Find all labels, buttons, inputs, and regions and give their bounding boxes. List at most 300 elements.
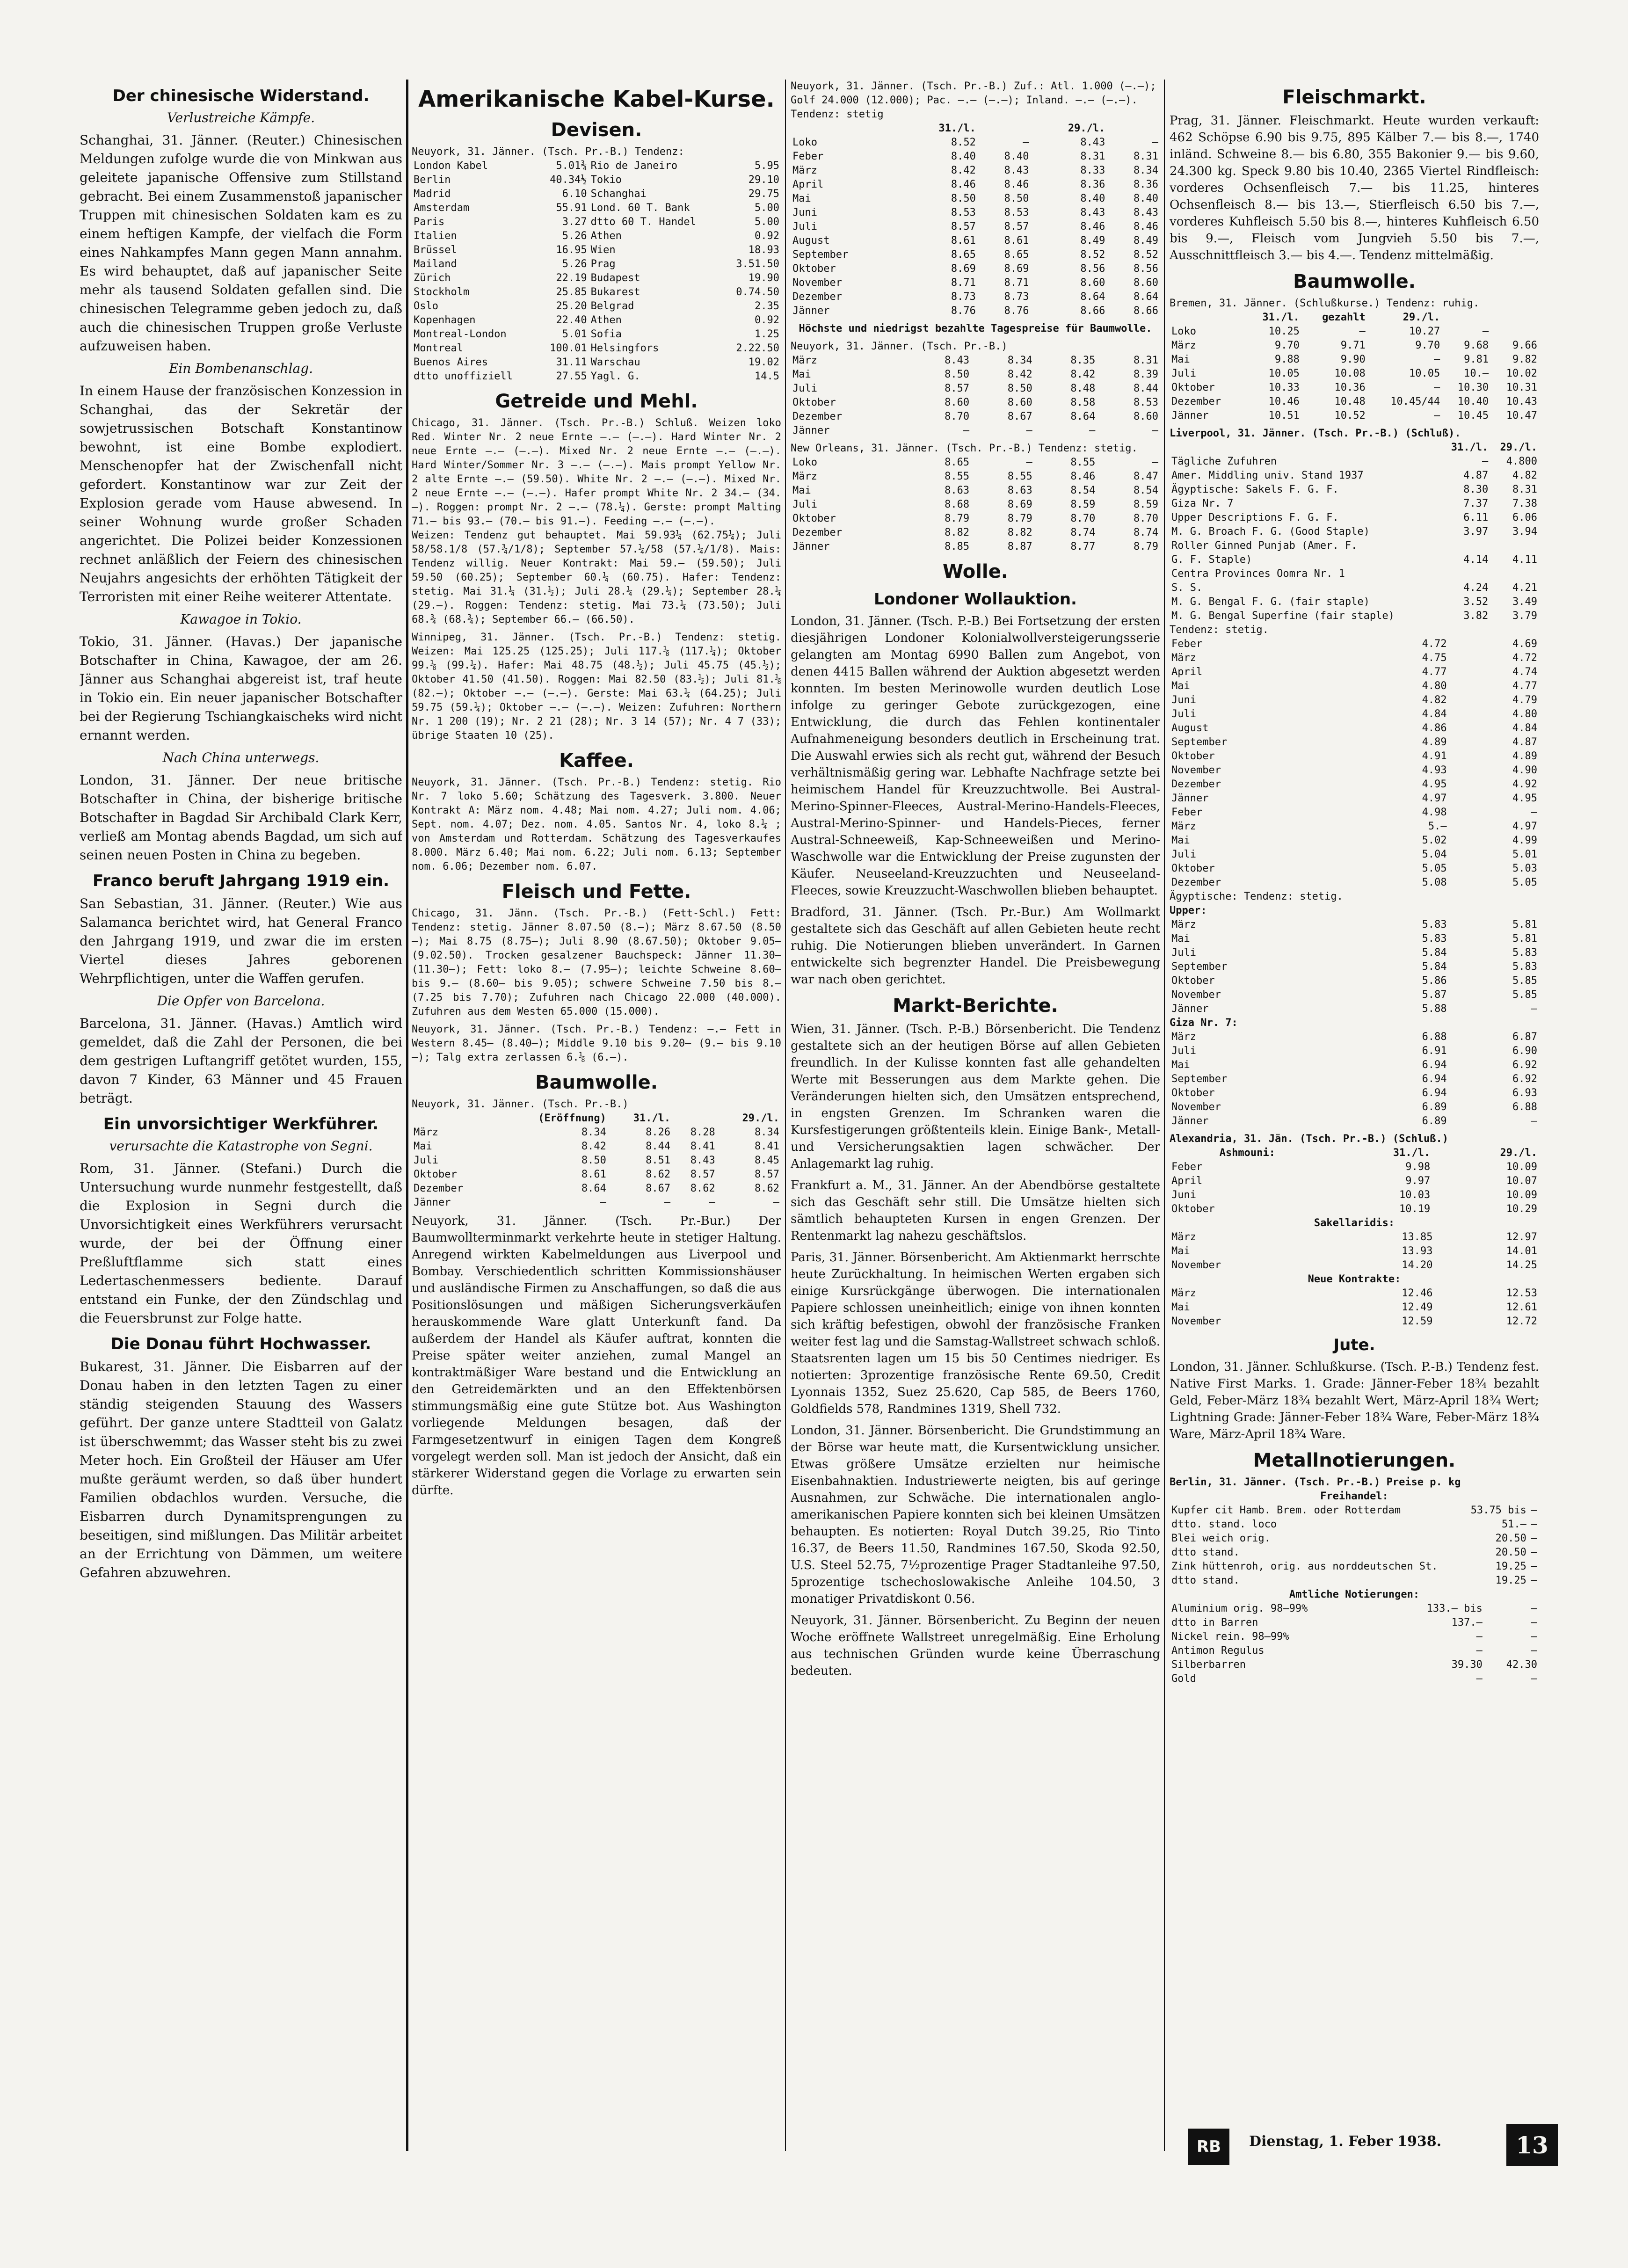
table-cell: Jänner [792,541,830,552]
table-row [791,456,1160,470]
table-cell: Dezember [792,411,842,422]
table-cell: Madrid [414,188,451,200]
table-cell: M. G. Broach F. G. (Good Staple) [1171,526,1370,538]
table-row [791,540,1160,554]
table-row [1170,918,1539,932]
table-cell: 10.— [1464,368,1489,379]
table-cell: — [1433,410,1440,422]
table-row [1170,749,1539,763]
table-cell: Mai [1171,680,1190,692]
table-cell: Feber [1171,807,1203,818]
table-cell: Jänner [1171,1115,1209,1127]
table-cell: Jänner [1171,792,1209,804]
table-row [791,220,1160,234]
table-row [1170,609,1539,623]
table-cell: Zürich [414,272,451,284]
table-cell: 13.93 [1402,1245,1433,1257]
devisen-intro: Neuyork, 31. Jänner. (Tsch. Pr.-B.) Tendenz: [412,146,684,158]
table-cell: 137.— [1451,1617,1483,1628]
table-cell: 2.35 [755,300,779,312]
table-cell: 8.73 [1004,291,1029,303]
table-cell: Loko [792,457,817,468]
table-header-cell [672,1112,717,1126]
table-cell: 6.94 [1422,1087,1447,1099]
table-cell: 4.14 [1463,554,1489,566]
table-cell: — [773,1197,779,1208]
table-cell: 10.09 [1506,1189,1537,1201]
table-row [412,370,781,384]
table-row [791,178,1160,192]
table-cell: 4.82 [1512,470,1537,481]
table-cell: Kopenhagen [414,314,476,326]
table-cell: 9.82 [1512,354,1537,365]
table-cell: Juli [792,221,817,233]
table-row [1170,553,1539,567]
table-cell: 4.84 [1512,722,1537,734]
table-row [1170,1002,1539,1016]
table-row [1170,381,1539,395]
table-cell: 10.30 [1457,382,1489,393]
table-cell: 4.89 [1422,736,1447,748]
art7-title: Ein unvorsichtiger Werkführer. [103,1115,379,1134]
table-cell: Juli [1171,1045,1196,1057]
table-row [1170,1301,1539,1315]
table-row [412,201,781,215]
table-cell: Jänner [792,425,830,436]
table-cell: 5.05 [1512,877,1537,888]
table-cell: 8.87 [1007,541,1032,552]
table-cell: 14.01 [1506,1245,1537,1257]
table-cell: 51.— [1501,1519,1526,1530]
table-cell: 22.40 [556,314,587,326]
table-cell: 12.49 [1402,1301,1433,1313]
table-row [1170,1504,1539,1518]
table-cell: 10.19 [1399,1203,1431,1215]
table-cell: Yagl. G. [590,371,640,382]
table-row [1170,1086,1539,1100]
table-cell: 8.36 [1080,179,1105,190]
table-cell: Blei weich orig. [1171,1533,1271,1544]
table-cell: 29.75 [748,188,779,200]
table-row [791,192,1160,206]
table-cell: Dezember [792,527,842,538]
table-cell: 4.95 [1512,792,1537,804]
table-cell: 8.51 [646,1155,671,1166]
aegypt-giza: Giza Nr. 7: [1170,1017,1238,1029]
table-cell: — [1433,382,1440,393]
table-cell: Nickel rein. 98—99% [1171,1631,1289,1643]
table-cell: 9.71 [1340,340,1366,351]
table-cell: 8.64 [1134,291,1158,303]
table-cell: 12.72 [1506,1316,1537,1327]
table-cell: 8.26 [646,1127,671,1138]
table-cell: 12.53 [1506,1287,1537,1299]
table-cell: — [1531,1505,1537,1516]
table-cell: 8.49 [1134,235,1158,247]
getreide-heading: Getreide und Mehl. [495,391,698,412]
table-row [412,299,781,313]
table-cell: — [1531,1645,1537,1657]
table-cell: Sofia [590,328,622,340]
table-row [791,262,1160,276]
table-cell: 8.66 [1080,305,1105,317]
table-cell: 14.25 [1506,1259,1537,1271]
table-cell: 10.05 [1268,368,1300,379]
table-row [412,285,781,299]
table-cell: 29.10 [748,174,779,186]
table-cell: 8.62 [646,1169,671,1180]
table-cell: 6.88 [1422,1031,1447,1043]
markt-london: London, 31. Jänner. Börsenbericht. Die Grundstimmung an der Börse war heute matt, die Kursentwicklung unsicher. Etwas größere Umsätze erzielten nur heimische Eisenbahnaktien. Industriewerte neigten, bis auf geringe Ausnahmen, zur Schwäche. Die internationalen anglo-amerikanischen Papiere konnten sich bei kleinen Umsätzen behaupten. Es notierten: Royal Dutch 39.25, Rio Tinto 16.37, de Beers 11.50, Randmines 167.50, Skoda 92.50, U.S. Steel 52.75, 7½prozentige Prager Stadtanleihe 97.50, 5prozentige tschechoslowakische Anleihe 104.50, 3 monatiger Privatdiskont 0.56. [791,1424,1160,1606]
table-cell: 4.98 [1422,807,1447,818]
table-cell: 8.64 [1070,411,1096,422]
table-cell: — [1531,1003,1537,1015]
column-news [80,80,402,2151]
table-cell: 8.74 [1134,527,1158,538]
table-cell: Juli [792,383,817,394]
table-cell: — [1089,425,1096,436]
table-cell: 4.87 [1463,470,1489,481]
table-row [1170,353,1539,367]
table-cell: Helsingfors [590,342,659,354]
table-cell: Mai [792,369,811,380]
table-cell: November [1171,764,1221,776]
table-cell: Buenos Aires [414,356,488,368]
table-row [1170,848,1539,862]
table-row [1170,721,1539,735]
fleisch-neuyork: Neuyork, 31. Jänner. (Tsch. Pr.-B.) Tendenz: —.— Fett in Western 8.45— (8.40—); Middle 9.10 bis 9.20— (9.— bis 9.10—); Talg extra zerlassen 6.⅛ (6.—). [412,1024,781,1063]
table-row [1170,1258,1539,1272]
table-row [1170,1315,1539,1329]
table-row [791,498,1160,512]
table-cell: Budapest [590,272,640,284]
table-cell: 133.— bis [1426,1603,1483,1614]
table-cell: dtto stand. [1171,1547,1240,1558]
table-row [1170,1114,1539,1128]
table-row [1170,483,1539,497]
table-cell: 8.31 [1080,151,1105,162]
table-cell: dtto 60 T. Handel [590,216,696,228]
table-cell: 12.97 [1506,1231,1537,1243]
table-cell: 10.07 [1506,1175,1537,1187]
table-cell: Dezember [1171,877,1221,888]
table-cell: 5.02 [1422,835,1447,846]
table-cell: 16.95 [556,244,587,256]
table-cell: 3.27 [562,216,587,228]
table-cell: Paris [414,216,445,228]
table-cell: 3.82 [1463,610,1489,622]
table-cell: Upper Descriptions F. G. F. [1171,512,1339,523]
kaffee-heading: Kaffee. [559,750,634,771]
table-row [1170,367,1539,381]
table-cell: 4.95 [1422,778,1447,790]
table-cell: Mai [1171,1301,1190,1313]
table-cell: 8.42 [581,1141,606,1152]
table-cell: November [1171,1259,1221,1271]
table-cell: 8.40 [951,151,976,162]
table-cell: 8.52 [1134,249,1158,261]
table-cell: Juli [414,1155,438,1166]
table-cell: 3.49 [1512,596,1537,608]
table-cell: 19.90 [748,272,779,284]
jute-heading: Jute. [1333,1336,1375,1354]
table-cell: 25.20 [556,300,587,312]
table-cell: — [1152,457,1158,468]
table-cell: Loko [1171,326,1196,337]
fleischmarkt-heading: Fleischmarkt. [1282,87,1426,108]
table-row [412,1126,781,1140]
table-cell: 8.59 [1134,499,1158,510]
table-cell: 10.27 [1409,326,1440,337]
table-cell: 12.46 [1402,1287,1433,1299]
table-row [1170,1230,1539,1244]
table-row [1170,1100,1539,1114]
table-cell: 8.46 [1070,471,1096,482]
metall-frei: Freihandel: [1320,1490,1388,1502]
table-cell: 10.02 [1506,368,1537,379]
table-cell: 8.70 [945,411,970,422]
table-row [791,248,1160,262]
table-row [1170,988,1539,1002]
column-baumwolle [791,80,1160,2151]
markt-heading: Markt-Berichte. [893,995,1058,1017]
liverpool-intro: Liverpool, 31. Jänner. (Tsch. Pr.-B.) (Schluß). [1170,428,1461,439]
column-rule [785,80,786,2151]
table-cell: 4.72 [1422,638,1447,650]
page-footer [1170,2119,1572,2175]
table-cell: 8.53 [1004,207,1029,218]
art8-body: Bukarest, 31. Jänner. Die Eisbarren auf der Donau haben in den letzten Tagen zu einer ständig steigenden Stauung des Wassers geführt. Der ganze untere Stadtteil von Galatz ist überschwemmt; das Wasser steht bis zu zwei Meter hoch. Ein Großteil der Häuser am Ufer mußte geräumt werden, so daß über hundert Familien obdachlos wurden. Versuche, die Eisbarren durch Dynamitsprengungen zu beseitigen, sind mißlungen. Das Militär arbeitet an der Errichtung von Dämmen, um weitere Gefahren abzuwehren. [80,1359,402,1580]
table-cell: 5.26 [562,258,587,270]
table-cell: 4.89 [1512,750,1537,762]
table-cell: September [1171,1073,1228,1085]
table-cell: 9.98 [1405,1161,1431,1173]
table-cell: 4.77 [1512,680,1537,692]
table-cell: 3.51.50 [736,258,779,270]
table-cell: 5.86 [1422,975,1447,987]
table-cell: 9.70 [1274,340,1300,351]
table-row [412,327,781,342]
table-row [1170,763,1539,778]
table-cell: 10.36 [1334,382,1366,393]
table-cell: Kupfer cit Hamb. Brem. oder Rotterdam [1171,1505,1401,1516]
table-cell: 8.50 [1004,193,1029,204]
table-header-cell: 29./l. [742,1112,779,1124]
table-cell: 8.53 [1134,397,1158,408]
table-cell: 8.41 [690,1141,715,1152]
table-cell: 5.95 [755,160,779,172]
table-cell: — [1026,425,1032,436]
table-cell: März [1171,919,1196,930]
liverpool-table [1170,441,1539,623]
table-cell: Belgrad [590,300,634,312]
table-cell: — [1531,1603,1537,1614]
table-cell [1490,567,1539,581]
table-row [412,215,781,229]
table-cell: November [1171,1316,1221,1327]
neuyork-table [791,122,1160,318]
table-cell: 13.85 [1402,1231,1433,1243]
getreide-chicago2: Weizen: Tendenz gut behauptet. Mai 59.93¼ (62.75¼); Juli 58/58.1/8 (57.¾/1/8); September 57.¼/58 (57.¼/1/8). Mais: Tendenz willig. Neuer Kontrakt: Mai 59.— (59.50); Juli 59.50 (60.25); September 60.¼ (60.75). Hafer: Tendenz: stetig. Mai 31.¼ (31.½); Juli 28.¼ (29.¼); September 28.¼ (29.—). Roggen: Tendenz: stetig. Mai 73.¼ (73.50); Juli 68.¾ (68.¾); September 66.— (66.50). [412,530,781,625]
table-cell: 0.74.50 [736,286,779,298]
table-cell: 0.92 [755,314,779,326]
metall-frei-table [1170,1504,1539,1588]
table-cell: November [1171,1101,1221,1113]
table-cell: 8.67 [1007,411,1032,422]
table-cell: 8.64 [1080,291,1105,303]
table-cell: 4.75 [1422,652,1447,664]
column-rule [406,80,408,2151]
table-cell: 6.93 [1512,1087,1537,1099]
table-cell: 10.03 [1399,1189,1431,1201]
table-cell: — [1531,807,1537,818]
table-cell: 10.31 [1506,382,1537,393]
table-cell: 4.21 [1512,582,1537,594]
table-cell: 8.43 [945,355,970,366]
table-cell: M. G. Bengal Superfine (fair staple) [1171,610,1395,622]
table-cell: 6.90 [1512,1045,1537,1057]
table-cell [1441,539,1490,553]
devisen-table [412,159,781,384]
table-cell: 22.19 [556,272,587,284]
table-row [1170,409,1539,423]
metall-heading: Metallnotierungen. [1253,1450,1456,1471]
table-row [1170,974,1539,988]
page-number: 13 [1506,2124,1558,2166]
table-row [1170,1574,1539,1588]
table3-intro: New Orleans, 31. Jänner. (Tsch. Pr.-B.) Tendenz: stetig. [791,443,1138,454]
table-cell: 8.54 [1134,485,1158,496]
table-row [791,206,1160,220]
table-cell: Dezember [1171,778,1221,790]
table-cell: — [1476,1631,1483,1643]
table-cell: Berlin [414,174,451,186]
table-cell: 8.49 [1080,235,1105,247]
bremen-table [1170,311,1539,423]
table-cell: 8.30 [1463,484,1489,495]
table-row [1170,820,1539,834]
table-cell: April [1171,666,1203,678]
table-row [1170,1658,1539,1672]
table-cell: Tägliche Zufuhren [1171,456,1277,467]
table-cell: 8.55 [1007,471,1032,482]
table-cell: März [414,1127,438,1138]
table-row [412,356,781,370]
table-cell: 4.72 [1512,652,1537,664]
table-cell: Mai [1171,835,1190,846]
table-cell: — [1476,1645,1483,1657]
art2-body: In einem Hause der französischen Konzession in Schanghai, das der Sekretär der sowjetrussischen Botschaft Konstantinow bewohnt, ist eine Bombe explodiert. Menschenopfer hat der Zwischenfall nicht gefordert. Konstantinow war zur Zeit der Explosion gerade vom Hause abwesend. In seiner Wohnung wurde großer Schaden angerichtet. Die Polizei beider Konzessionen rechnet anläßlich der Feiern des chinesischen Neujahrs angesichts der erhöhten Tätigkeit der Terroristen mit einer Reihe weiterer Attentate. [80,383,402,604]
alexandria-sakel: Sakellaridis: [1314,1217,1395,1229]
table-cell: Centra Provinces Oomra Nr. 1 [1171,568,1345,580]
baumwolle-table [412,1112,781,1210]
table-row [791,484,1160,498]
table-cell: 8.50 [951,193,976,204]
table-cell: Roller Ginned Punjab (Amer. F. [1171,540,1358,552]
table-row [791,164,1160,178]
table-cell: 5.83 [1422,933,1447,945]
table-cell: 14.5 [755,371,779,382]
table-header-cell [978,122,1031,136]
table-cell: 8.65 [945,457,970,468]
table-cell: 25.85 [556,286,587,298]
table-cell: 8.44 [1134,383,1158,394]
table-row [412,271,781,285]
art1-title: Der chinesische Widerstand. [112,87,370,105]
table-row [412,1168,781,1182]
table-cell: 5.01 [1512,849,1537,860]
table-row [1170,1672,1539,1686]
table-row [412,342,781,356]
table-cell: August [1171,722,1209,734]
table-cell: 8.43 [1004,165,1029,176]
table-cell: 5.85 [1512,989,1537,1001]
table-row [1170,567,1539,581]
table-cell: Mai [792,485,811,496]
aegypt-intro: Ägyptische: Tendenz: stetig. [1170,891,1343,902]
wolle-heading: Wolle. [943,561,1008,582]
table-cell: 10.48 [1334,396,1366,407]
table-cell: Mai [1171,1245,1190,1257]
table-cell: 8.46 [1004,179,1029,190]
table-header-cell: 29./l. [1068,123,1105,134]
table-cell: Feber [1171,638,1203,650]
table-cell: 19.02 [748,356,779,368]
table-cell: — [1482,456,1489,467]
table-row [412,229,781,243]
table-cell: März [1171,821,1196,832]
markt-paris: Paris, 31. Jänner. Börsenbericht. Am Aktienmarkt herrschte heute Zurückhaltung. In heimischen Werten ergaben sich einige Kursrückgänge überwogen. Die internationalen Papiere schlossen uneinheitlich; einige von ihnen konnten sich kräftig befestigen, obwohl der französische Franken weiter fest lag und die Samstag-Wallstreet schwach schloß. Staatsrenten lagen um 15 bis 50 Centimes niedriger. Es notierten: 3prozentige französische Rente 69.50, Credit Lyonnais 1352, Suez 25.620, Cap 585, de Beers 1760, Goldfields 578, Randmines 1319, Shell 732. [791,1250,1160,1416]
table-row [1170,1244,1539,1258]
table-cell: 7.38 [1512,498,1537,509]
table-cell: 8.48 [1070,383,1096,394]
table-cell: 8.68 [945,499,970,510]
table-cell: 8.57 [945,383,970,394]
table-cell: 5.— [1428,821,1447,832]
table-cell: 5.08 [1422,877,1447,888]
table-cell: 10.51 [1268,410,1300,422]
table-cell: 5.83 [1512,947,1537,959]
table-cell: Antimon Regulus [1171,1645,1265,1657]
table-cell: 8.31 [1512,484,1537,495]
table-cell: 5.87 [1422,989,1447,1001]
table-cell: — [1531,1547,1537,1558]
baumwolle-heading: Baumwolle. [535,1072,658,1093]
table-cell: 8.71 [1004,277,1029,289]
art7-subtitle: verursachte die Katastrophe von Segni. [109,1138,373,1154]
table-cell: 8.62 [755,1183,779,1194]
table-row [412,243,781,257]
table-cell: 8.70 [1070,513,1096,524]
table-cell: September [1171,961,1228,973]
art4-body: London, 31. Jänner. Der neue britische Botschafter in China, der bisherige britische Botschafter in Bagdad Sir Archibald Clark Kerr, verließ am Montag abends Bagdad, um sich auf seinen neuen Posten in China zu begeben. [80,772,402,863]
table-row [791,276,1160,290]
table-row [1170,946,1539,960]
table-cell: 8.42 [951,165,976,176]
aegypt-giza-table [1170,1030,1539,1128]
table-cell: 4.97 [1512,821,1537,832]
table-cell: 4.84 [1422,708,1447,720]
table-cell: 8.57 [755,1169,779,1180]
table-cell: 8.40 [1004,151,1029,162]
table-cell: Mai [1171,933,1190,945]
table-header-cell: 29./l. [1500,1147,1537,1159]
table-cell: 4.90 [1512,764,1537,776]
table-row [791,526,1160,540]
table-row [1170,339,1539,353]
table-cell: — [1531,1115,1537,1127]
table-cell: 8.56 [1080,263,1105,275]
